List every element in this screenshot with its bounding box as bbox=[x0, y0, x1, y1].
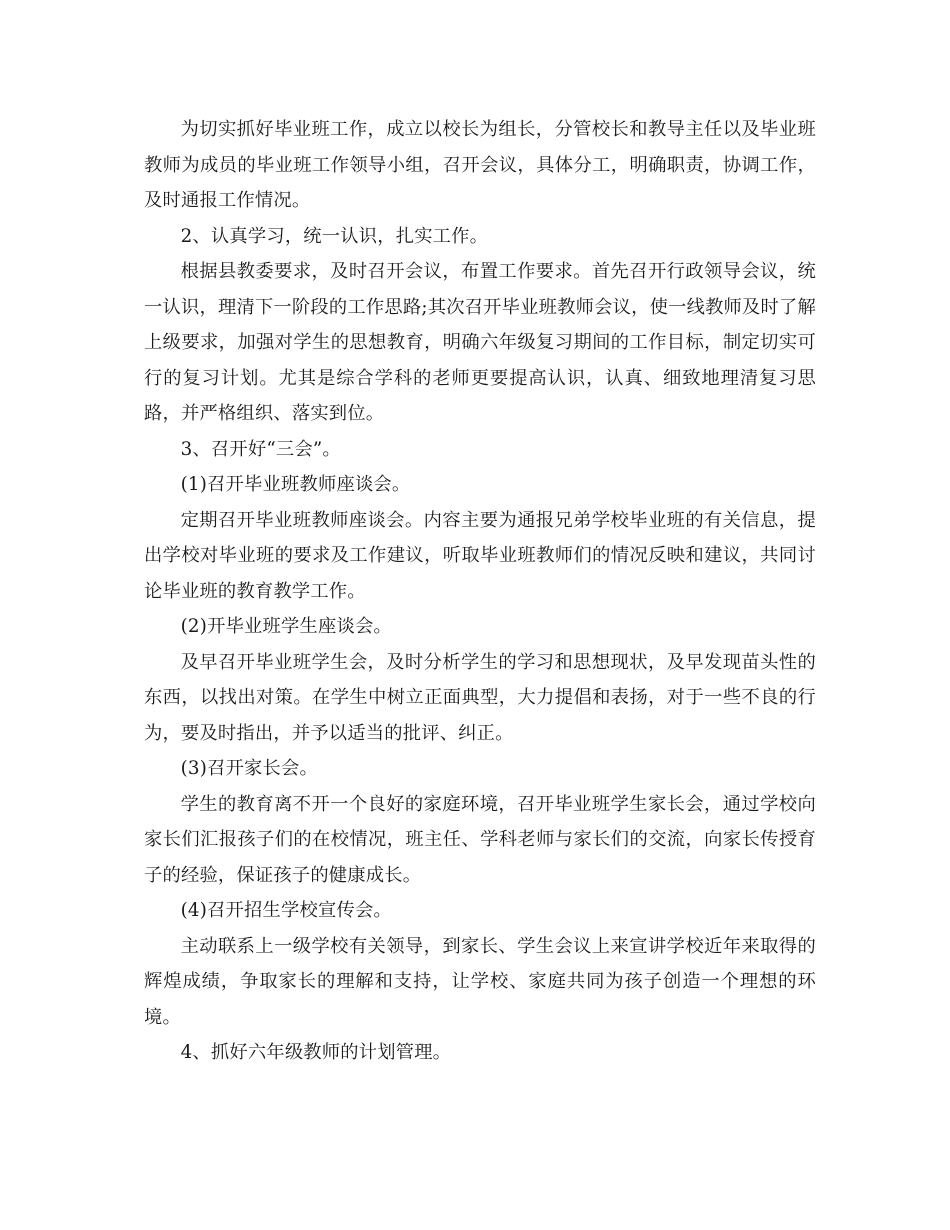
paragraph-meetings: 根据县教委要求，及时召开会议，布置工作要求。首先召开行政领导会议，统一认识，理清下一阶段的工作思路;其次召开毕业班教师会议，使一线教师及时了解上级要求，加强对学生的思想教育，明确六年级复习期间的工作目标，制定切实可行的复习计划。尤其是综合学科的老师更要提高认识，认真、细致地理清复习思路，并严格组织、落实到位。 bbox=[144, 261, 816, 424]
heading-three-meetings: 3、召开好“三会”。 bbox=[180, 438, 341, 460]
subheading-student-meeting: (2)开毕业班学生座谈会。 bbox=[180, 616, 392, 637]
paragraph-enrollment-meeting: 主动联系上一级学校有关领导，到家长、学生会议上来宣讲学校近年来取得的辉煌成绩，争取家长的理解和支持，让学校、家庭共同为孩子创造一个理想的环境。 bbox=[144, 935, 816, 1028]
subheading-teacher-meeting: (1)召开毕业班教师座谈会。 bbox=[180, 474, 411, 495]
paragraph-parent-meeting: 学生的教育离不开一个良好的家庭环境，召开毕业班学生家长会，通过学校向家长们汇报孩子们的在校情况，班主任、学科老师与家长们的交流，向家长传授育子的经验，保证孩子的健康成长。 bbox=[144, 793, 816, 886]
document-body bbox=[144, 112, 816, 1071]
heading-study-unify: 2、认真学习，统一认识，扎实工作。 bbox=[180, 225, 489, 247]
paragraph-leadership-group: 为切实抓好毕业班工作，成立以校长为组长，分管校长和教导主任以及毕业班教师为成员的毕业班工作领导小组，召开会议，具体分工，明确职责，协调工作，及时通报工作情况。 bbox=[144, 119, 816, 211]
subheading-parent-meeting: (3)召开家长会。 bbox=[180, 758, 318, 779]
paragraph-student-meeting: 及早召开毕业班学生会，及时分析学生的学习和思想现状，及早发现苗头性的东西，以找出对策。在学生中树立正面典型，大力提倡和表扬，对于一些不良的行为，要及时指出，并予以适当的批评、纠正。 bbox=[144, 651, 816, 744]
subheading-enrollment-meeting: (4)召开招生学校宣传会。 bbox=[180, 900, 392, 921]
heading-plan-management: 4、抓好六年级教师的计划管理。 bbox=[180, 1042, 452, 1063]
paragraph-teacher-meeting: 定期召开毕业班教师座谈会。内容主要为通报兄弟学校毕业班的有关信息，提出学校对毕业班的要求及工作建议，听取毕业班教师们的情况反映和建议，共同讨论毕业班的教育教学工作。 bbox=[144, 509, 816, 602]
